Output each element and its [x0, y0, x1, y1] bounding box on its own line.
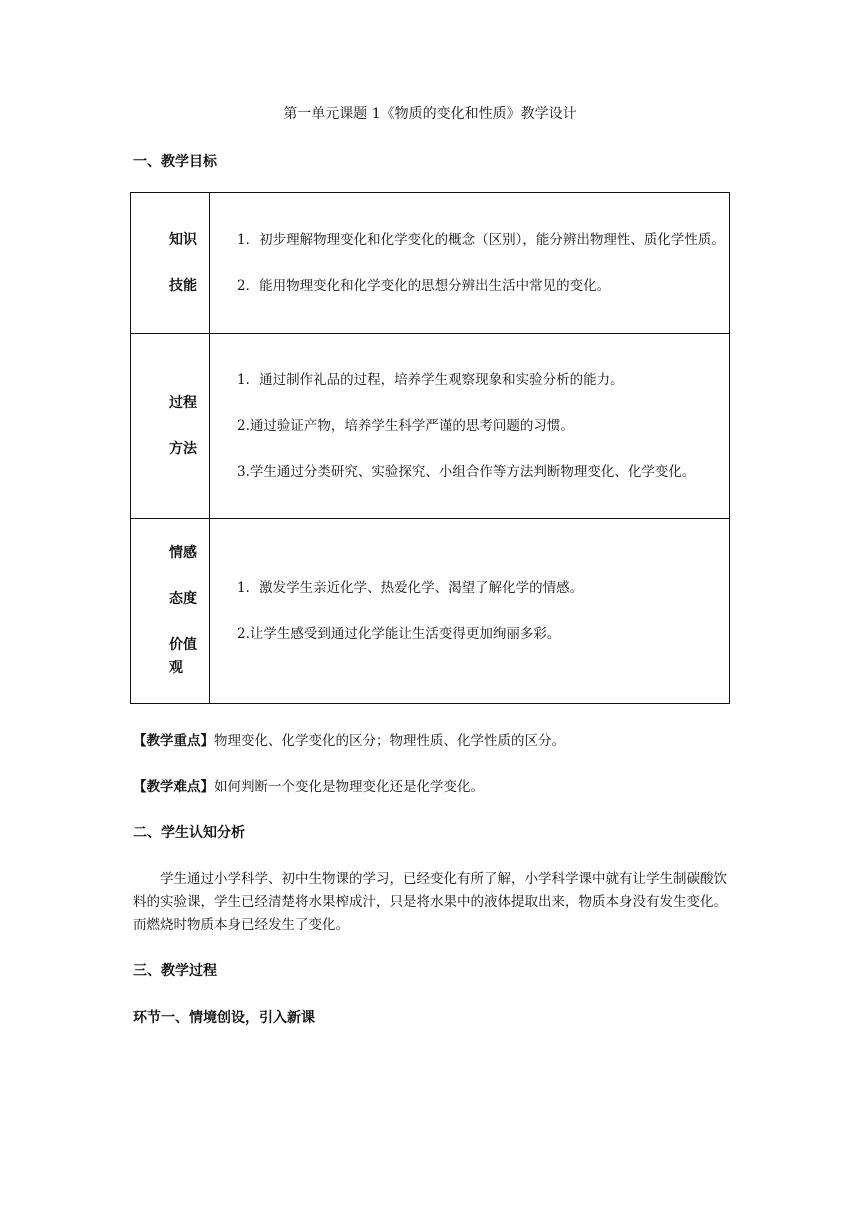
row-label-line: 价值观	[169, 637, 197, 676]
analysis-paragraph: 学生通过小学科学、初中生物课的学习，已经变化有所了解，小学科学课中就有让学生制碳酸饮料的实验课，学生已经清楚将水果榨成汁，只是将水果中的液体提取出来，物质本身没有发生变化。而燃烧时物质本身已经发生了变化。	[133, 871, 727, 933]
key-point-line	[133, 730, 727, 753]
section-heading-objectives: 一、教学目标	[133, 154, 217, 170]
objectives-table	[130, 192, 730, 704]
objective-item: 2.通过验证产物，培养学生科学严谨的思考问题的习惯。	[237, 417, 574, 434]
section-heading-process: 三、教学过程	[133, 963, 217, 979]
key-point-text: 物理变化、化学变化的区分；物理性质、化学性质的区分。	[214, 733, 565, 749]
objective-item: 1．激发学生亲近化学、热爱化学、渴望了解化学的情感。	[237, 579, 584, 596]
row-label-knowledge	[131, 193, 210, 334]
objective-item: 2.让学生感受到通过化学能让生活变得更加绚丽多彩。	[237, 625, 561, 642]
objective-item: 1．初步理解物理变化和化学变化的概念（区别），能分辨出物理性、质化学性质。	[237, 231, 725, 248]
document-title: 第一单元课题 1《物质的变化和性质》教学设计	[283, 106, 577, 122]
difficulty-line	[133, 776, 727, 799]
objective-item: 2．能用物理变化和化学变化的思想分辨出生活中常见的变化。	[237, 277, 611, 294]
difficulty-text: 如何判断一个变化是物理变化还是化学变化。	[214, 779, 484, 795]
row-label-emotion	[131, 519, 210, 704]
row-label-line: 方法	[169, 440, 197, 457]
difficulty-label: 【教学难点】	[133, 779, 214, 795]
table-row	[131, 193, 730, 334]
row-label-line: 过程	[169, 394, 197, 411]
row-content-emotion	[210, 519, 730, 704]
section-heading-analysis: 二、学生认知分析	[133, 825, 245, 841]
key-point-label: 【教学重点】	[133, 733, 214, 749]
objective-item: 3.学生通过分类研究、实验探究、小组合作等方法判断物理变化、化学变化。	[237, 463, 696, 480]
row-label-line: 技能	[169, 277, 197, 294]
row-label-process	[131, 334, 210, 519]
table-row	[131, 519, 730, 704]
table-row	[131, 334, 730, 519]
row-label-line: 态度	[169, 591, 197, 607]
row-content-process	[210, 334, 730, 519]
step-heading: 环节一、情境创设，引入新课	[133, 1010, 315, 1026]
objective-item: 1．通过制作礼品的过程，培养学生观察现象和实验分析的能力。	[237, 371, 624, 388]
row-label-line: 情感	[169, 545, 197, 561]
row-content-knowledge	[210, 193, 730, 334]
row-label-line: 知识	[169, 231, 197, 248]
